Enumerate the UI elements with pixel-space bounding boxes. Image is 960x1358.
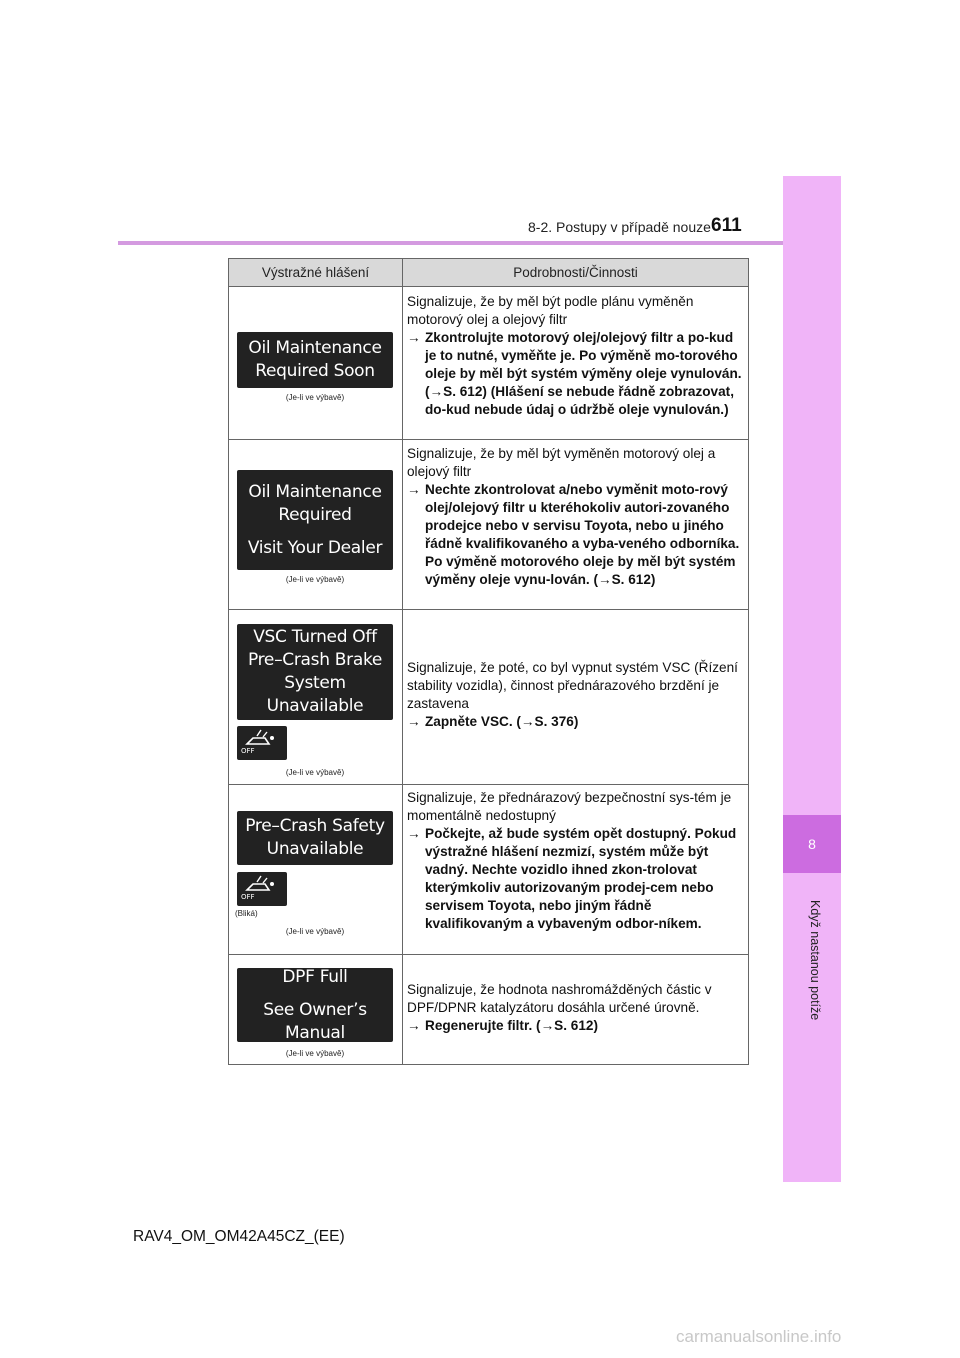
column-divider [402, 259, 403, 1064]
column-header-message: Výstražné hlášení [261, 265, 370, 280]
display-oil-maintenance-required [237, 470, 393, 570]
display-line: Required [278, 504, 352, 525]
chapter-title: Když nastanou potíže [808, 900, 822, 1021]
blink-note: (Bliká) [235, 909, 258, 918]
row-divider [229, 954, 748, 955]
row-1-action-text: Zkontrolujte motorový olej/olejový filtr a po-kud je to nutné, vyměňte je. Po výměně mo-torového oleje by měl být systém výměny oleje vynulován. (→S. 612) (Hlášení se nebude řádně zobrazovat, do-kud nebude údaj o údržbě oleje vynulován.) [425, 330, 742, 417]
row-5-action [407, 1017, 747, 1035]
display-line: VSC Turned Off [253, 627, 377, 647]
row-divider [229, 784, 748, 785]
row-4-description: Signalizuje, že přednárazový bezpečnostní sys-tém je momentálně nedostupný [407, 790, 732, 823]
row-2-details [407, 445, 747, 589]
display-line: Oil Maintenance [248, 338, 382, 358]
row-1-description: Signalizuje, že by měl být podle plánu vyměněn motorový olej a olejový filtr [407, 294, 694, 327]
icon-off-label: OFF [241, 747, 255, 755]
icon-off-label: OFF [241, 893, 255, 901]
arrow-icon: → [407, 1018, 421, 1033]
row-2-description: Signalizuje, že by měl být vyměněn motorový olej a olejový filtr [407, 446, 716, 479]
row-divider [229, 609, 748, 610]
arrow-icon: → [407, 482, 421, 497]
display-oil-maintenance-required-soon [237, 332, 393, 388]
pre-crash-off-icon [237, 872, 287, 906]
row-4-action [407, 825, 747, 933]
row-2-action [407, 481, 747, 589]
availability-note: (Je-li ve výbavě) [285, 768, 345, 777]
row-4-action-text: Počkejte, až bude systém opět dostupný. Pokud výstražné hlášení nezmizí, systém může být vadný. Nechte vozidlo ihned zkon-trolovat kterýmkoliv autorizovaným prodej-cem nebo servisem Toyota, nebo jiným řádně kvalifikovaným a vybaveným odbor-níkem. [425, 826, 737, 931]
display-pre-crash-safety-unavailable [237, 811, 393, 865]
table-header [229, 259, 748, 287]
row-3-action-text: Zapněte VSC. (→S. 376) [425, 714, 579, 729]
display-line: See Owner’s Manual [263, 999, 367, 1043]
row-4-details [407, 789, 747, 933]
display-line: System [284, 673, 346, 693]
section-title: 8-2. Postupy v případě nouze [528, 219, 711, 235]
chapter-side-tab [783, 176, 841, 1182]
watermark: carmanualsonline.info [676, 1327, 842, 1346]
display-line: Required Soon [255, 361, 375, 381]
row-3-action [407, 713, 747, 731]
row-3-details [407, 659, 747, 731]
row-3-description: Signalizuje, že poté, co byl vypnut systém VSC (Řízení stability vozidla), činnost přednárazového brzdění je zastavena [407, 660, 738, 711]
row-1-action [407, 329, 747, 419]
document-code: RAV4_OM_OM42A45CZ_(EE) [133, 1228, 345, 1245]
arrow-icon: → [407, 826, 421, 841]
row-5-details [407, 981, 747, 1035]
availability-note: (Je-li ve výbavě) [285, 393, 345, 402]
display-line: Unavailable [266, 839, 364, 859]
display-vsc-turned-off [237, 624, 393, 720]
row-5-description: Signalizuje, že hodnota nashromážděných částic v DPF/DPNR katalyzátoru dosáhla určené úrovně. [407, 982, 712, 1015]
pre-crash-off-icon [237, 726, 287, 760]
header-rule [118, 241, 841, 245]
row-1-details [407, 293, 747, 419]
availability-note: (Je-li ve výbavě) [285, 927, 345, 936]
chapter-number: 8 [783, 815, 841, 873]
row-5-action-text: Regenerujte filtr. (→S. 612) [425, 1018, 598, 1033]
page-number: 611 [711, 215, 742, 236]
display-line: DPF Full [282, 966, 348, 987]
arrow-icon: → [407, 714, 421, 729]
display-line: Unavailable [266, 696, 364, 716]
display-line: Visit Your Dealer [247, 537, 383, 558]
row-divider [229, 439, 748, 440]
display-dpf-full [237, 968, 393, 1042]
availability-note: (Je-li ve výbavě) [285, 1049, 345, 1058]
display-line: Pre–Crash Brake [247, 650, 383, 670]
display-line: Pre–Crash Safety [245, 816, 385, 836]
availability-note: (Je-li ve výbavě) [285, 575, 345, 584]
arrow-icon: → [407, 330, 421, 345]
display-line: Oil Maintenance [248, 481, 382, 502]
column-header-details: Podrobnosti/Činnosti [513, 265, 638, 280]
row-2-action-text: Nechte zkontrolovat a/nebo vyměnit moto-rový olej/olejový filtr u kteréhokoliv autori-zovaného prodejce nebo v servisu Toyota, nebo u jiného řádně kvalifikovaného a vyba-veného odborníka. Po výměně motorového oleje by měl být systém výměny oleje vynu-lován. (→S. 612) [425, 482, 740, 587]
